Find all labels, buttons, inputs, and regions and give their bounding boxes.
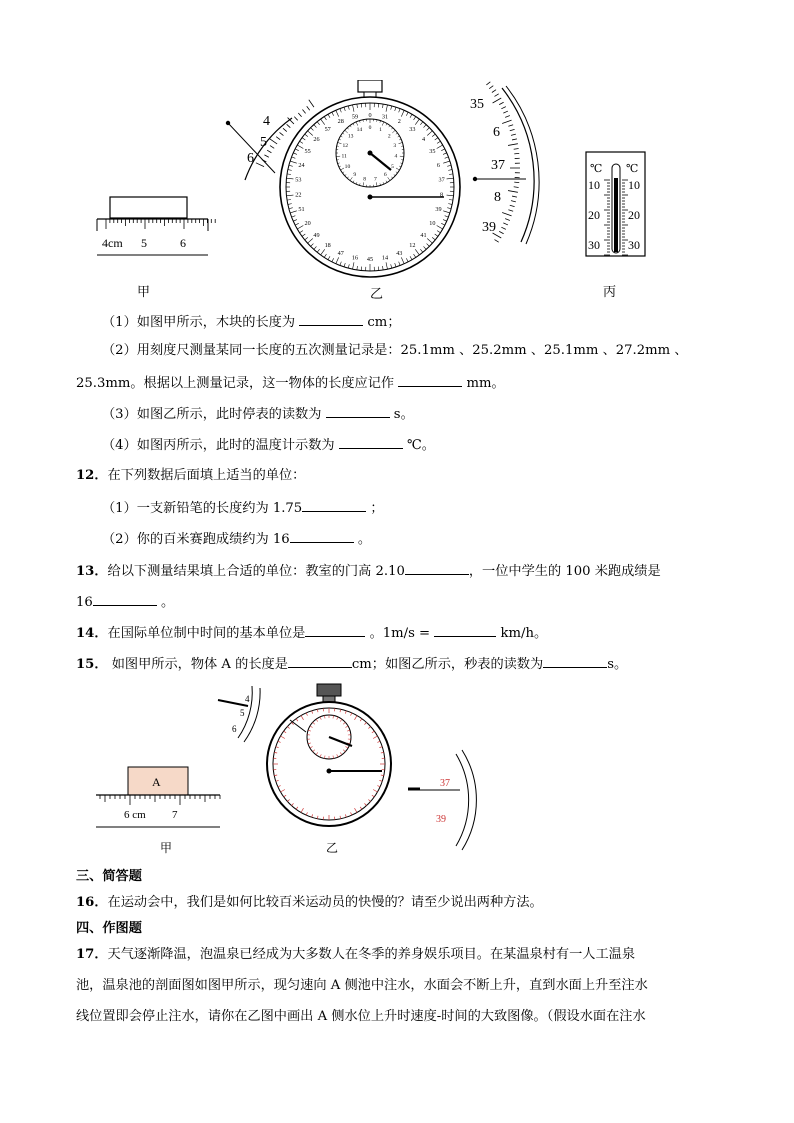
- stopwatch-outer-number: 43: [396, 249, 403, 257]
- q12-part1: [102, 497, 384, 519]
- q13-text-mid: ，一位中学生的 100 米跑成绩是: [468, 564, 661, 579]
- q16-stem: [76, 893, 543, 913]
- ruler-jia: [97, 197, 215, 255]
- stopwatch-inner-number: 5: [391, 164, 394, 170]
- stopwatch-inner-number: 6: [383, 172, 387, 179]
- stopwatch-outer-number: 59: [351, 113, 359, 121]
- stopwatch-inner-number: 3: [393, 142, 397, 149]
- thermo-right-20: 20: [628, 208, 640, 222]
- thermo-left-10: 10: [588, 178, 600, 192]
- q15-text: 如图甲所示，物体 A 的长度是: [107, 657, 288, 672]
- stopwatch-outer-number: 28: [337, 118, 344, 126]
- stopwatch-outer-number: 55: [304, 148, 311, 155]
- ruler-label-6: 6: [180, 236, 186, 250]
- q17-line1: [76, 945, 635, 965]
- q11-part2-blank[interactable]: [398, 372, 462, 387]
- section-4-title: 四、作图题: [76, 921, 142, 936]
- stopwatch-outer-number: 26: [313, 135, 320, 143]
- caption2-yi: 乙: [326, 841, 339, 855]
- stopwatch-outer-number: 37: [438, 176, 445, 184]
- q12-part2: [102, 528, 371, 550]
- caption2-jia: 甲: [160, 841, 173, 855]
- stopwatch-outer-number: 12: [409, 242, 416, 250]
- q15-text-mid: cm；如图乙所示，秒表的读数为: [351, 657, 544, 672]
- arc2-left-5: 5: [240, 708, 245, 718]
- arc-left-label-5: 5: [260, 135, 267, 150]
- stopwatch-inner-number: 11: [341, 153, 347, 160]
- ruler-label-5: 5: [141, 236, 147, 250]
- q12-stem: [76, 466, 305, 486]
- thermo-unit-left: ℃: [590, 163, 603, 175]
- q12-part1-blank[interactable]: [302, 497, 366, 512]
- q14-number: 14．: [76, 626, 108, 641]
- stopwatch-inner-number: 0: [368, 125, 372, 131]
- arc-left-label-4: 4: [263, 114, 270, 129]
- caption-bing: 丙: [603, 284, 617, 299]
- thermo-left-20: 20: [588, 208, 600, 222]
- q14-text-mid: 。1m/s =: [369, 626, 431, 641]
- stopwatch-inner-number: 13: [347, 133, 354, 140]
- q11-part4: [102, 434, 435, 456]
- stopwatch-inner-number: 4: [394, 153, 398, 160]
- caption-yi: 乙: [370, 286, 384, 301]
- figure-2: [90, 680, 490, 858]
- q15-text-end: s。: [607, 657, 628, 672]
- figure-1: [80, 80, 720, 305]
- q13-line2: [76, 591, 174, 613]
- q17-line1-text: 天气逐渐降温，泡温泉已经成为大多数人在冬季的养身娱乐项目。在某温泉村有一人工温泉: [107, 947, 636, 962]
- q11-part2-unit: mm。: [466, 376, 505, 391]
- q11-part1: [102, 311, 401, 333]
- q15-number: 15．: [76, 657, 108, 672]
- q17-line2: 池，温泉池的剖面图如图甲所示，现匀速向 A 侧池中注水，水面会不断上升，直到水面上升至注水: [76, 978, 648, 993]
- stopwatch-outer-number: 0: [368, 112, 372, 119]
- q12-part2-end: 。: [357, 532, 372, 547]
- arc-right-label-39: 39: [482, 220, 496, 235]
- arc2-left-4: 4: [245, 694, 250, 704]
- stopwatch-inner-number: 2: [387, 133, 391, 140]
- stopwatch-inner-number: 9: [353, 172, 357, 179]
- q11-part2-cont: [76, 372, 505, 394]
- stopwatch-inner-number: 10: [344, 164, 351, 170]
- stopwatch-outer-number: 47: [337, 249, 344, 257]
- q16-text: 在运动会中，我们是如何比较百米运动员的快慢的？请至少说出两种方法。: [107, 895, 543, 910]
- stopwatch-outer-number: 49: [313, 232, 320, 240]
- arc2-left-6: 6: [232, 724, 237, 734]
- q13-text: 给以下测量结果填上合适的单位：教室的门高 2.10: [107, 564, 405, 579]
- q14-text-end: km/h。: [500, 626, 548, 641]
- stopwatch-outer-number: 24: [298, 161, 305, 169]
- stopwatch-outer-number: 39: [435, 206, 442, 214]
- q14-text: 在国际单位制中时间的基本单位是: [107, 626, 306, 641]
- q13-number: 13．: [76, 564, 108, 579]
- arc-right-label-8: 8: [494, 190, 501, 205]
- q14-blank2[interactable]: [434, 622, 496, 637]
- q11-part2-cont-text: 25.3mm。根据以上测量记录，这一物体的长度应记作: [76, 376, 395, 391]
- block-a-label: A: [152, 775, 161, 789]
- wood-block: [110, 197, 187, 218]
- arc-scale-right: [470, 82, 539, 244]
- thermo-left-30: 30: [588, 238, 600, 252]
- q12-part2-text: （2）你的百米赛跑成绩约为 16: [102, 532, 290, 547]
- stopwatch-outer-number: 57: [324, 125, 331, 133]
- arc-right-label-35: 35: [470, 97, 484, 112]
- arc2-right-39: 39: [436, 814, 446, 825]
- stopwatch-outer-number: 10: [429, 220, 436, 227]
- q11-part1-blank[interactable]: [299, 311, 363, 326]
- caption-jia: 甲: [137, 284, 151, 299]
- stopwatch-outer-number: 51: [298, 206, 305, 214]
- thermometer-bing: [586, 152, 645, 256]
- stopwatch-yi: [280, 80, 460, 277]
- stopwatch-inner-number: 12: [342, 142, 349, 149]
- stopwatch-outer-number: 31: [381, 113, 389, 121]
- q13-line2-text: 16: [76, 595, 93, 610]
- thermo-right-10: 10: [628, 178, 640, 192]
- q13-stem: [76, 560, 661, 582]
- q11-part4-unit: ℃。: [406, 438, 435, 453]
- q17-number: 17．: [76, 947, 108, 962]
- ruler2-label-7: 7: [172, 809, 178, 821]
- ruler-label-4cm: 4cm: [102, 236, 123, 250]
- q13-blank2[interactable]: [93, 591, 157, 606]
- q15-blank1[interactable]: [288, 653, 352, 668]
- stopwatch-inner-number: 14: [356, 127, 363, 134]
- q11-part3-text: （3）如图乙所示，此时停表的读数为: [102, 407, 322, 422]
- stopwatch-outer-number: 14: [381, 254, 389, 262]
- q11-part4-text: （4）如图丙所示，此时的温度计示数为: [102, 438, 335, 453]
- stopwatch-inner-number: 7: [374, 176, 377, 183]
- arc-right-label-37: 37: [491, 158, 505, 173]
- q14-blank1[interactable]: [305, 622, 365, 637]
- stopwatch-inner-number: 1: [379, 127, 382, 134]
- stopwatch-outer-number: 33: [409, 125, 416, 133]
- q11-part4-blank[interactable]: [339, 434, 403, 449]
- stopwatch-outer-number: 18: [324, 242, 331, 250]
- q12-part1-end: ；: [370, 501, 384, 516]
- q15-stem: [76, 653, 627, 675]
- stopwatch-inner-number: 8: [363, 176, 366, 183]
- q11-part1-unit: cm；: [367, 315, 401, 330]
- q11-part3-unit: s。: [393, 407, 414, 422]
- stopwatch-outer-number: 22: [295, 191, 302, 199]
- q17-line3: 线位置即会停止注水，请你在乙图中画出 A 侧水位上升时速度-时间的大致图像。（假设水面在注水: [76, 1009, 646, 1024]
- arc-scale-right-2: [408, 750, 476, 850]
- stopwatch-outer-number: 8: [440, 191, 444, 199]
- stopwatch-outer-number: 6: [436, 161, 441, 169]
- q12-part1-text: （1）一支新铅笔的长度约为 1.75: [102, 501, 303, 516]
- section-3-title: 三、简答题: [76, 869, 142, 884]
- q16-number: 16．: [76, 895, 108, 910]
- arc-left-label-6: 6: [247, 151, 254, 166]
- thermo-unit-right: ℃: [626, 163, 639, 175]
- q13-line2-end: 。: [160, 595, 175, 610]
- stopwatch-outer-number: 20: [304, 220, 311, 227]
- stopwatch-outer-number: 16: [351, 254, 359, 262]
- thermo-right-30: 30: [628, 238, 640, 252]
- q15-blank2[interactable]: [543, 653, 607, 668]
- stopwatch-outer-number: 53: [295, 176, 302, 184]
- stopwatch-yi-2: [267, 684, 391, 826]
- q12-part2-blank[interactable]: [290, 528, 354, 543]
- stopwatch-outer-number: 41: [420, 232, 427, 240]
- q11-part3-blank[interactable]: [326, 403, 390, 418]
- q11-part1-text: （1）如图甲所示，木块的长度为: [102, 315, 296, 330]
- q11-part2: （2）用刻度尺测量某同一长度的五次测量记录是：25.1mm 、25.2mm 、25.1mm 、27.2mm 、: [102, 343, 688, 358]
- arc-scale-left-2: [218, 686, 260, 742]
- arc2-right-37: 37: [440, 778, 450, 789]
- q12-text: 在下列数据后面填上适当的单位：: [107, 468, 306, 483]
- q13-blank1[interactable]: [405, 560, 469, 575]
- ruler-jia-2: [96, 767, 220, 827]
- stopwatch-outer-number: 2: [397, 118, 401, 126]
- q11-part3: [102, 403, 414, 425]
- stopwatch-outer-number: 4: [421, 135, 426, 143]
- q14-stem: [76, 622, 547, 644]
- arc-right-label-6: 6: [493, 125, 500, 140]
- ruler2-label-6cm: 6 cm: [124, 809, 146, 821]
- q12-number: 12．: [76, 468, 108, 483]
- stopwatch-outer-number: 35: [429, 148, 436, 155]
- stopwatch-outer-number: 45: [366, 256, 374, 263]
